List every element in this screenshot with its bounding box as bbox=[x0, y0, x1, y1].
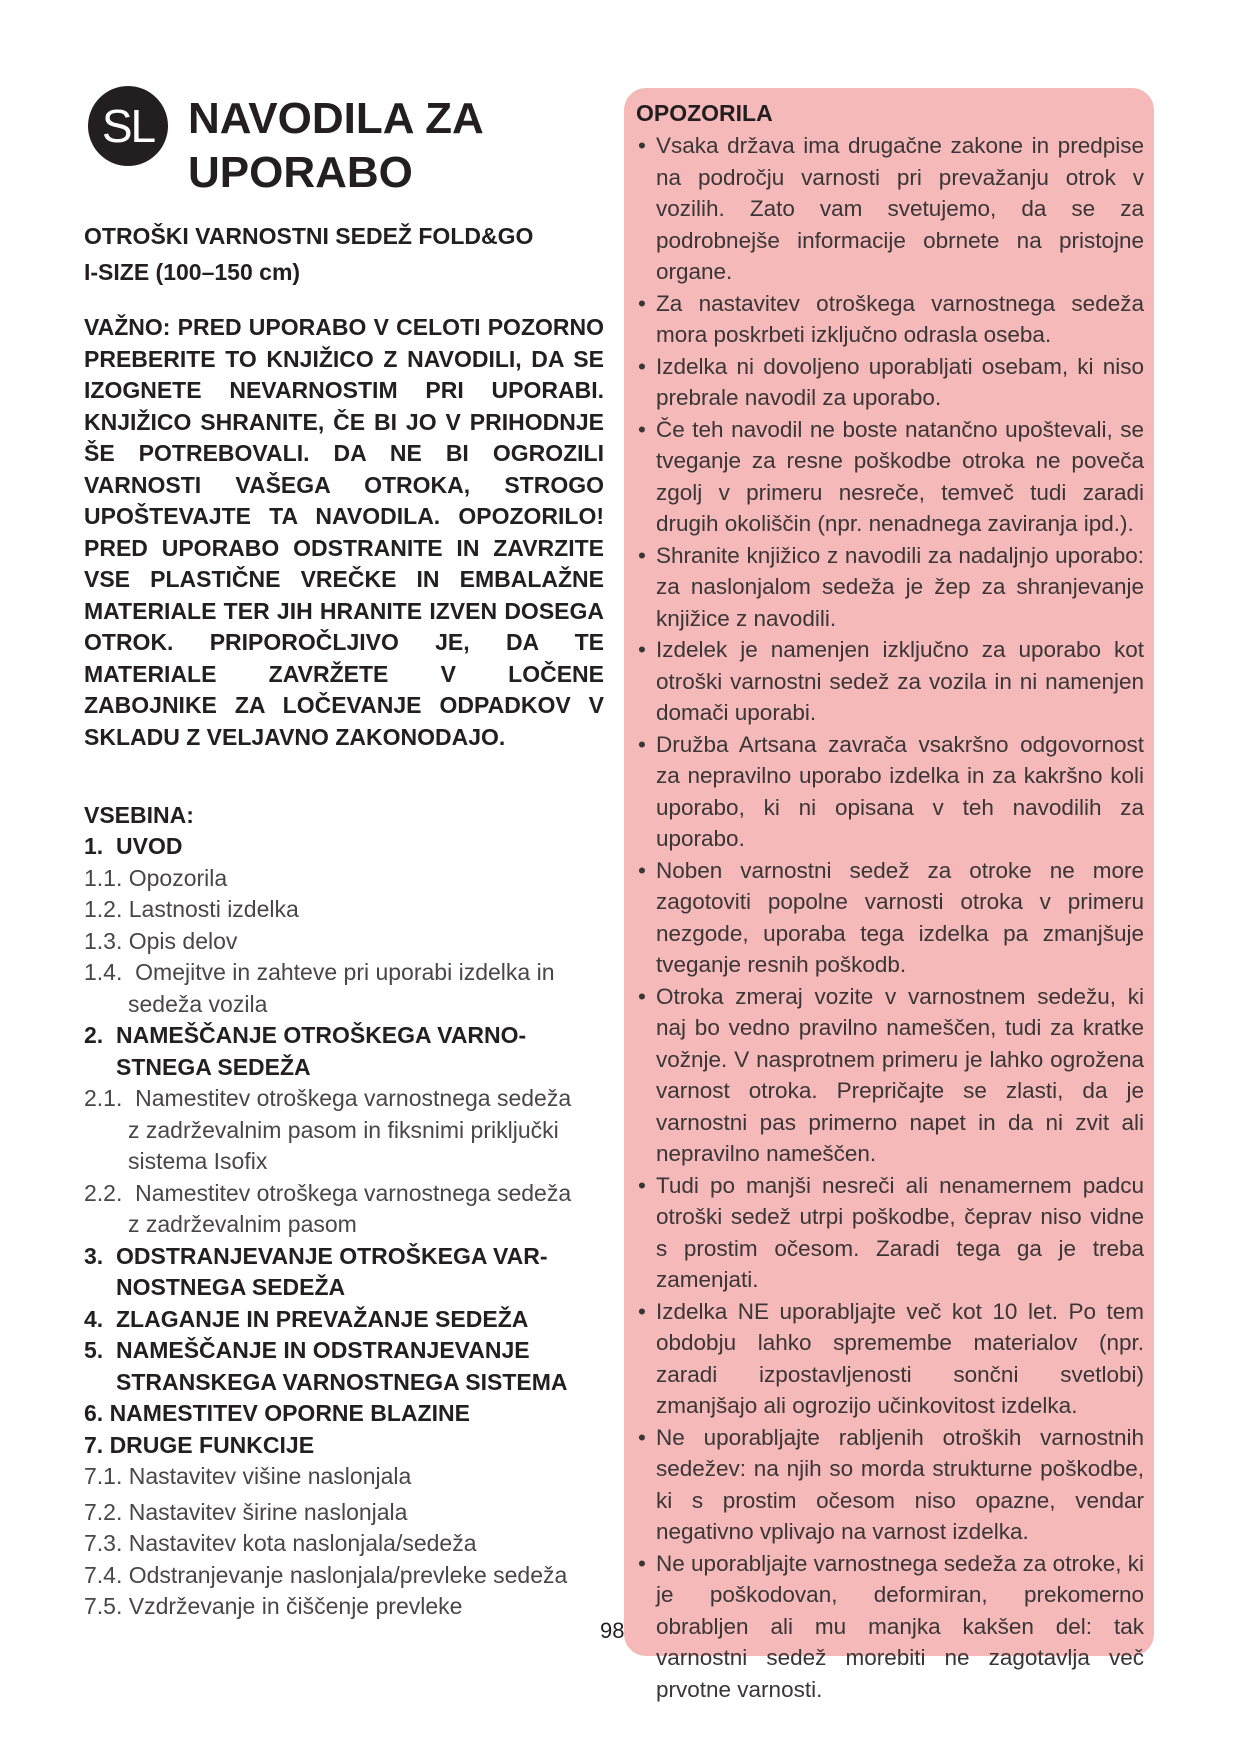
product-name bbox=[84, 218, 604, 290]
important-notice: VAŽNO: PRED UPORABO V CELOTI POZORNO PREBERITE TO KNJIŽICO Z NAVODILI, DA SE IZOGNETE NEVARNOSTIM PRI UPORABI. KNJIŽICO SHRANITE, ČE BI JO V PRIHODNJE ŠE POTREBOVALI. DA NE BI OGROZILI VARNOSTI VAŠEGA OTROKA, STROGO UPOŠTEVAJTE TA NAVODILA. OPOZORILO! PRED UPORABO ODSTRANITE IN ZAVRZITE VSE PLASTIČNE VREČKE IN EMBALAŽNE MATERIALE TER JIH HRANITE IZVEN DOSEGA OTROK. PRIPOROČLJIVO JE, DA TE MATERIALE ZAVRŽETE V LOČENE ZABOJNIKE ZA LOČEVANJE ODPADKOV V SKLADU Z VELJAVNO ZAKONODAJO. bbox=[84, 314, 604, 750]
toc-section-6: 6. NAMESTITEV OPORNE BLAZINE bbox=[84, 1400, 470, 1426]
table-of-contents bbox=[84, 799, 604, 1623]
toc-item: 7.1. Nastavitev višine naslonjala bbox=[84, 1463, 412, 1489]
toc-item: 1.1. Opozorila bbox=[84, 864, 228, 891]
warning-item: • Izdelka NE uporabljajte več kot 10 let. Po tem obdobju lahko spremembe materialov (npr. zaradi izpostavljenosti sončni svetlobi) zmanjšajo ali ogrozijo učinkovitost izdelka. bbox=[636, 1296, 1144, 1422]
title-line-1: NAVODILA ZA bbox=[188, 94, 484, 143]
toc-section-5: 5. NAMEŠČANJE IN ODSTRANJEVANJE STRANSKEGA VARNOSTNEGA SISTEMA bbox=[84, 1337, 568, 1395]
page-number: 98 bbox=[600, 1618, 625, 1643]
warning-item: • Izdelka ni dovoljeno uporabljati osebam, ki niso prebrale navodil za uporabo. bbox=[636, 351, 1144, 414]
toc-section-4: 4. ZLAGANJE IN PREVAŽANJE SEDEŽA bbox=[84, 1305, 529, 1332]
warning-item: • Ne uporabljajte rabljenih otroških varnostnih sedežev: na njih so morda strukturne poškodbe, ki s prostim očesom niso opazne, vendar negativno vplivajo na varnost izdelka. bbox=[636, 1422, 1144, 1548]
warning-item: • Otroka zmeraj vozite v varnostnem sedežu, ki naj bo vedno pravilno nameščen, tudi za kratke vožnje. V nasprotnem primeru je lahko ogrožena varnost otroka. Prepričajte se zlasti, da je varnostni pas primerno napet in da ni zvit ali nepravilno nameščen. bbox=[636, 981, 1144, 1170]
toc-section-7: 7. DRUGE FUNKCIJE bbox=[84, 1431, 315, 1458]
toc-item-2-2: 2.2. Namestitev otroškega varnostnega sedeža z zadrževalnim pasom bbox=[84, 1179, 572, 1237]
warnings-box bbox=[624, 88, 1154, 1702]
left-column bbox=[84, 218, 604, 1623]
toc-item-2-1: 2.1. Namestitev otroškega varnostnega sedeža z zadrževalnim pasom in fiksnimi priključki sistema Isofix bbox=[84, 1085, 572, 1174]
toc-section-2: 2. NAMEŠČANJE OTROŠKEGA VARNO- STNEGA SEDEŽA bbox=[84, 1022, 527, 1080]
toc-item: 7.5. Vzdrževanje in čiščenje prevleke bbox=[84, 1593, 463, 1619]
warnings-list bbox=[636, 130, 1144, 1705]
toc-item: 7.3. Nastavitev kota naslonjala/sedeža bbox=[84, 1530, 477, 1556]
toc-item: 7.2. Nastavitev širine naslonjala bbox=[84, 1498, 408, 1525]
warning-item: • Če teh navodil ne boste natančno upoštevali, se tveganje za resne poškodbe otroka ne poveča zgolj v primeru nesreče, temveč tudi zaradi drugih okoliščin (npr. nenadnega zaviranja ipd.). bbox=[636, 414, 1144, 540]
toc-item-1-4: 1.4. Omejitve in zahteve pri uporabi izdelka in sedeža vozila bbox=[84, 959, 555, 1017]
toc-item: 1.3. Opis delov bbox=[84, 927, 238, 954]
toc-item: 7.4. Odstranjevanje naslonjala/prevleke sedeža bbox=[84, 1561, 568, 1588]
warning-item: • Za nastavitev otroškega varnostnega sedeža mora poskrbeti izključno odrasla oseba. bbox=[636, 288, 1144, 351]
title-line-2: UPORABO bbox=[188, 148, 413, 197]
language-badge: SL bbox=[88, 86, 168, 166]
toc-heading: VSEBINA: bbox=[84, 802, 194, 828]
toc-section-3: 3. ODSTRANJEVANJE OTROŠKEGA VAR- NOSTNEGA SEDEŽA bbox=[84, 1242, 548, 1300]
warning-item: • Tudi po manjši nesreči ali nenamernem padcu otroški sedež utrpi poškodbe, čeprav niso vidne s prostim očesom. Zaradi tega ga je treba zamenjati. bbox=[636, 1170, 1144, 1296]
warning-item: • Izdelek je namenjen izključno za uporabo kot otroški varnostni sedež za vozila in ni namenjen domači uporabi. bbox=[636, 634, 1144, 729]
page-title bbox=[188, 92, 484, 200]
warning-item: • Vsaka država ima drugačne zakone in predpise na področju varnosti pri prevažanju otrok v vozilih. Zato vam svetujemo, da se za podrobnejše informacije obrnete na pristojne organe. bbox=[636, 130, 1144, 288]
warning-item: • Ne uporabljajte varnostnega sedeža za otroke, ki je poškodovan, deformiran, prekomerno obrabljen ali mu manjka kakšen del: tak varnostni sedež morebiti ne zagotavlja več prvotne varnosti. bbox=[636, 1548, 1144, 1706]
warning-item: • Noben varnostni sedež za otroke ne more zagotoviti popolne varnosti otroka v primeru nezgode, uporaba tega izdelka pa zmanjšuje tveganje resnih poškodb. bbox=[636, 855, 1144, 981]
toc-item: 1.2. Lastnosti izdelka bbox=[84, 896, 299, 922]
warnings-title: OPOZORILA bbox=[636, 100, 773, 126]
product-line-2: I-SIZE (100–150 cm) bbox=[84, 259, 301, 285]
product-line-1: OTROŠKI VARNOSTNI SEDEŽ FOLD&GO bbox=[84, 223, 534, 249]
warning-item: • Shranite knjižico z navodili za nadaljnjo uporabo: za naslonjalom sedeža je žep za shranjevanje knjižice z navodili. bbox=[636, 540, 1144, 635]
toc-section-1: 1. UVOD bbox=[84, 833, 183, 859]
warning-item: • Družba Artsana zavrača vsakršno odgovornost za nepravilno uporabo izdelka in za kakršno koli uporabo, ki ni opisana v teh navodilih za uporabo. bbox=[636, 729, 1144, 855]
